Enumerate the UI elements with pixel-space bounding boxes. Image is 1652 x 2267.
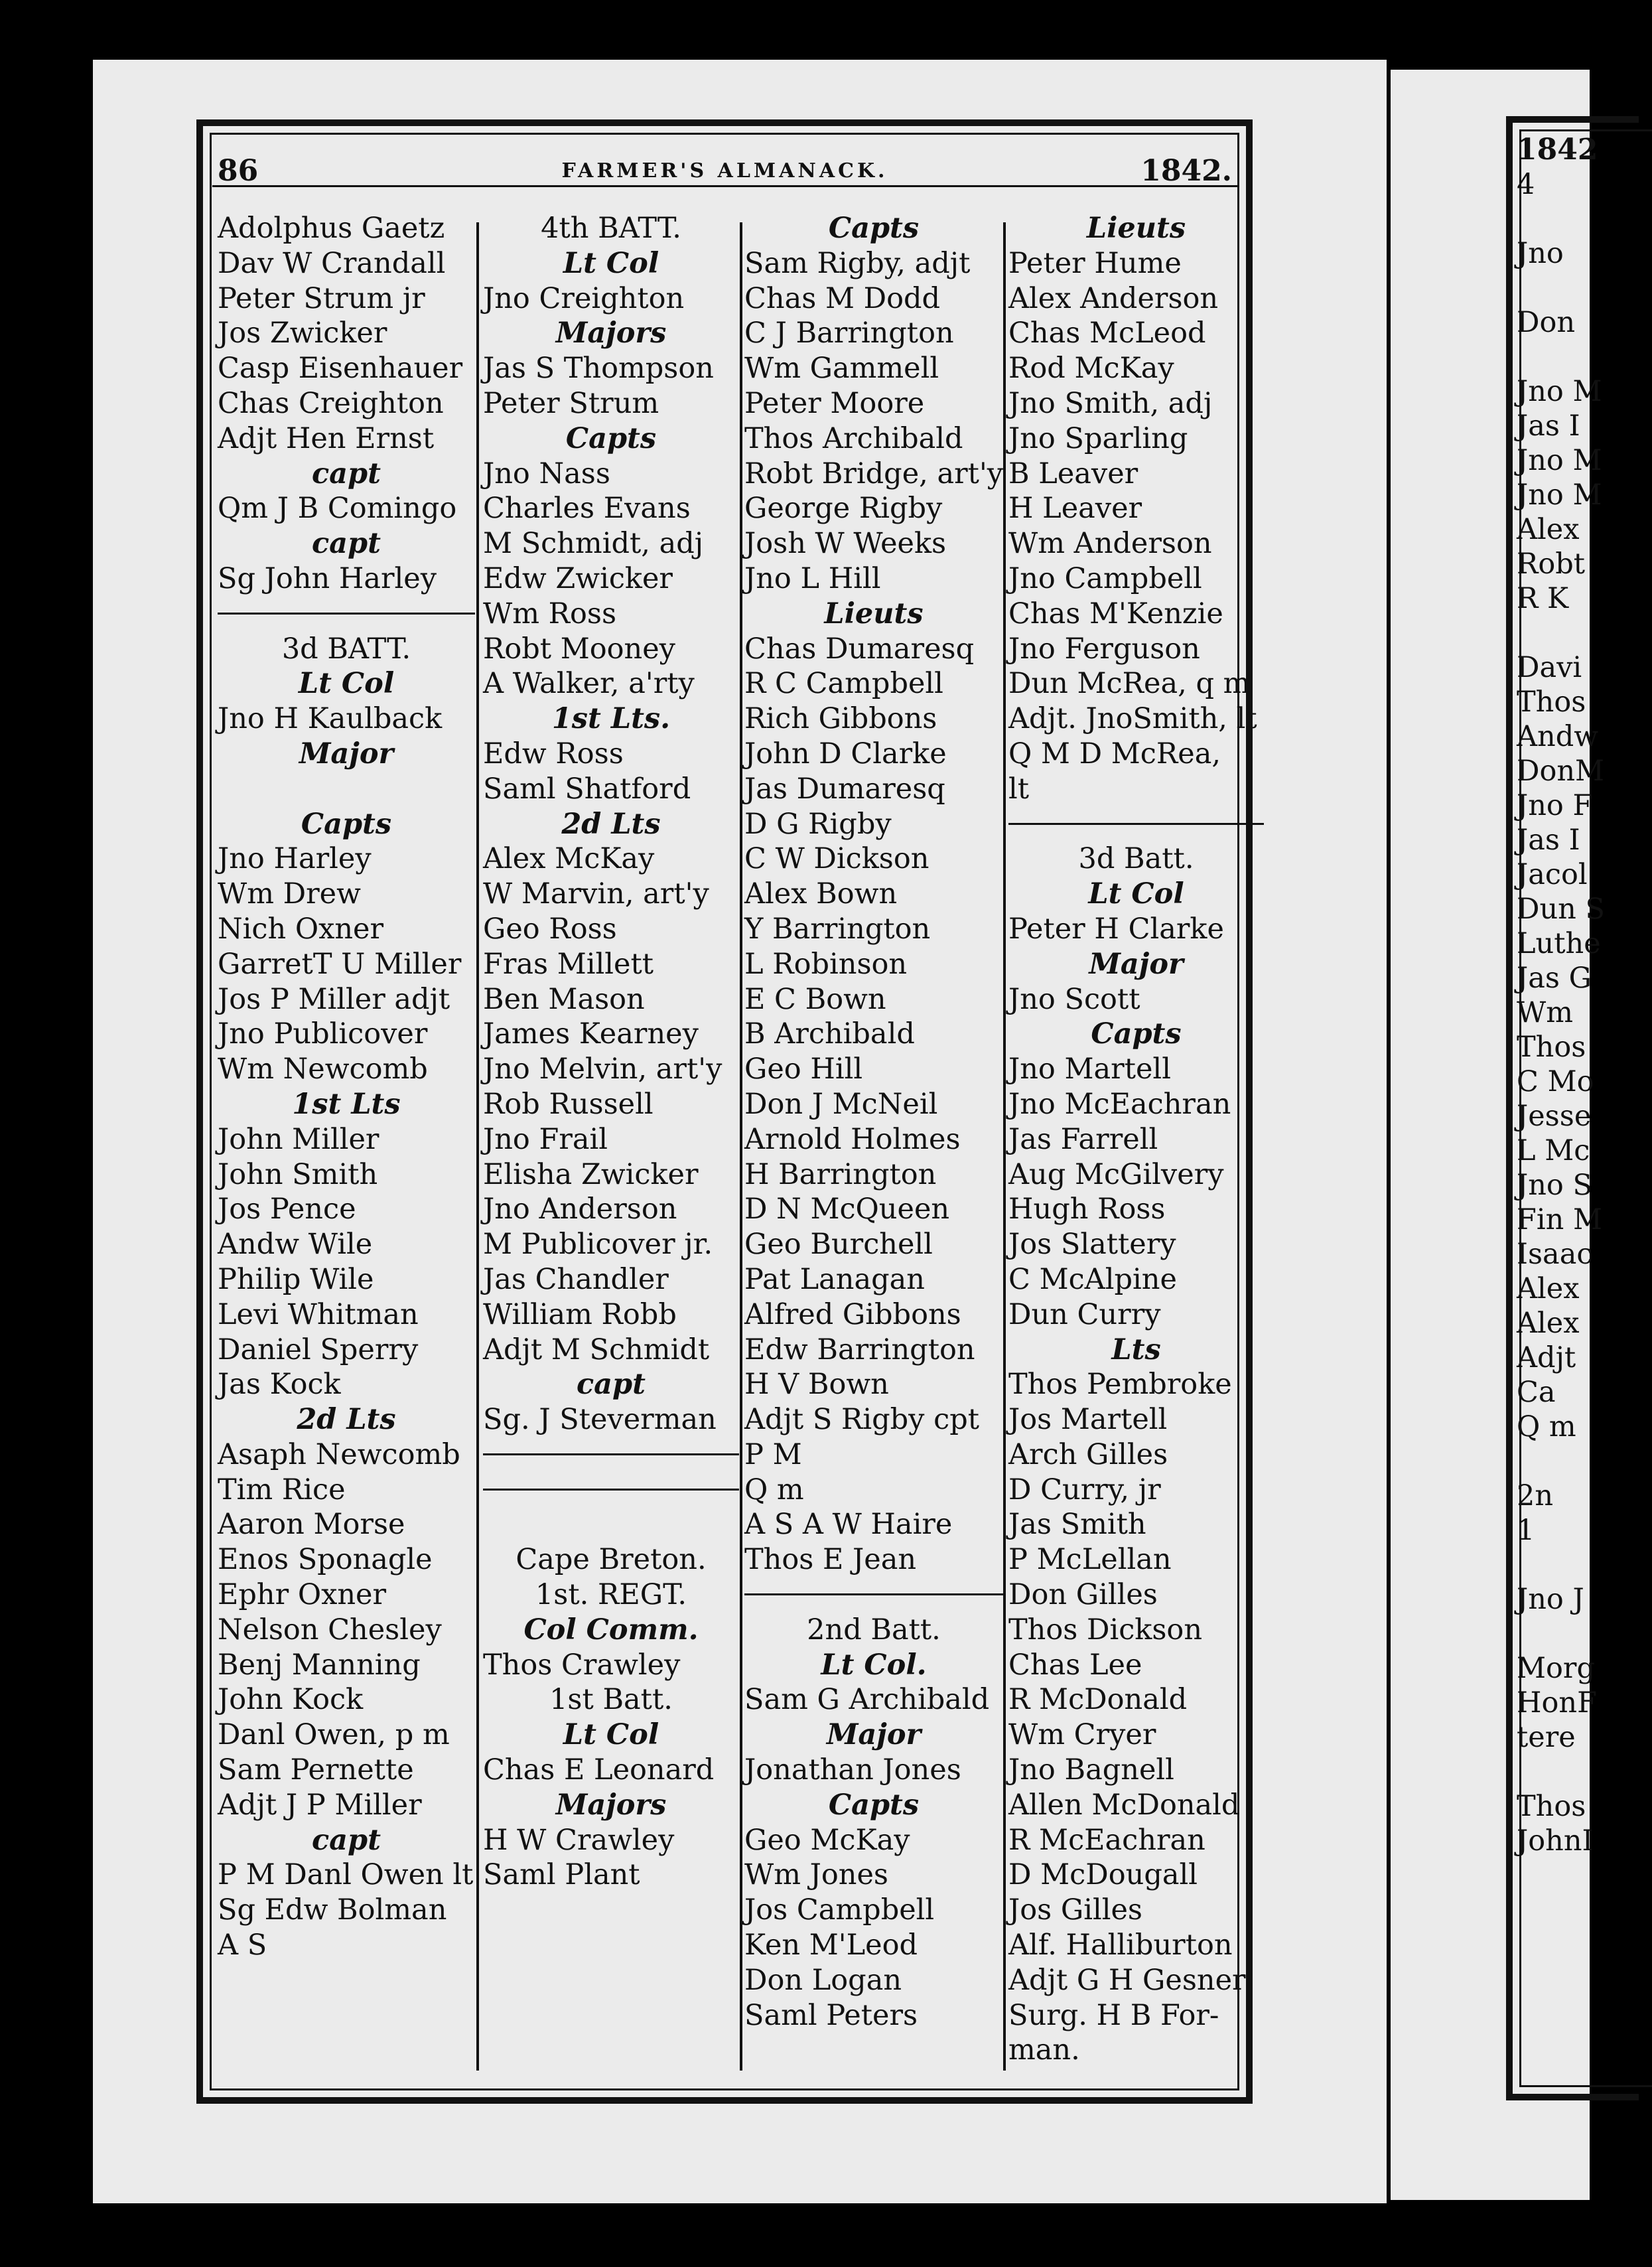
- officer-entry: H Barrington: [744, 1157, 937, 1191]
- rank-heading: Capts: [565, 421, 657, 455]
- officer-entry: Jos Gilles: [1008, 1893, 1142, 1927]
- blank-line: [1517, 1617, 1590, 1651]
- officer-entry: 1842: [1517, 133, 1598, 167]
- officer-entry: Peter Strum: [483, 386, 659, 420]
- officer-entry: A S: [218, 1929, 267, 1962]
- officer-entry: 4: [1517, 168, 1535, 201]
- officer-entry: M Publicover jr.: [483, 1228, 713, 1262]
- rank-heading: Major: [826, 1718, 922, 1752]
- officer-entry: Fin M: [1517, 1203, 1602, 1236]
- rank-heading: Lt Col: [563, 1718, 659, 1752]
- officer-entry: A Walker, a'rty: [483, 667, 695, 701]
- section-rule: [744, 1577, 1003, 1613]
- officer-entry: Adolphus Gaetz: [218, 212, 445, 245]
- unit-heading: 2nd Batt.: [807, 1613, 941, 1646]
- officer-entry: R C Campbell: [744, 667, 943, 701]
- rank-heading: Major: [1089, 947, 1184, 981]
- officer-entry: Hugh Ross: [1008, 1193, 1166, 1226]
- rank-heading: capt: [312, 527, 381, 561]
- officer-entry: Don: [1517, 306, 1576, 339]
- officer-entry: Thos Dickson: [1008, 1613, 1203, 1646]
- officer-entry: Sg John Harley: [218, 561, 437, 595]
- unit-heading: 4th BATT.: [541, 212, 681, 245]
- officer-entry: Nelson Chesley: [218, 1613, 442, 1646]
- officer-entry: Wm Newcomb: [218, 1053, 428, 1086]
- rank-heading: capt: [312, 1823, 381, 1857]
- officer-entry: Jno Harley: [218, 842, 372, 876]
- officer-entry: Don J McNeil: [744, 1087, 938, 1121]
- officer-entry: Arnold Holmes: [744, 1122, 961, 1156]
- rank-heading: Capts: [828, 1788, 920, 1822]
- officer-entry: Alex: [1517, 513, 1580, 546]
- column-divider: [740, 222, 742, 2071]
- officer-entry: Philip Wile: [218, 1262, 374, 1296]
- officer-entry: Robt Mooney: [483, 632, 675, 666]
- officer-entry: Edw Ross: [483, 737, 624, 770]
- officer-entry: Jno M: [1517, 375, 1602, 408]
- officer-list-column-4: [1008, 211, 1264, 2068]
- blank-line: [1517, 1444, 1590, 1479]
- officer-entry: Sg. J Steverman: [483, 1403, 717, 1437]
- officer-entry: W Marvin, art'y: [483, 877, 709, 911]
- officer-entry: Jos Zwicker: [218, 317, 387, 350]
- officer-entry: Jno Martell: [1008, 1053, 1171, 1086]
- officer-entry: Tim Rice: [218, 1473, 346, 1506]
- officer-entry: Robt: [1517, 548, 1586, 581]
- officer-entry: R McDonald: [1008, 1683, 1188, 1717]
- officer-entry: Adjt M Schmidt: [483, 1333, 710, 1366]
- officer-entry: C McAlpine: [1008, 1262, 1177, 1296]
- rank-heading: 2d Lts: [561, 807, 661, 841]
- officer-entry: Aaron Morse: [218, 1508, 405, 1542]
- officer-entry: Levi Whitman: [218, 1297, 419, 1331]
- officer-entry: Jno Anderson: [483, 1193, 677, 1226]
- officer-entry: H W Crawley: [483, 1823, 675, 1857]
- officer-entry: Chas M'Kenzie: [1008, 597, 1223, 630]
- officer-entry: Y Barrington: [744, 912, 931, 946]
- officer-entry: R K: [1517, 582, 1569, 615]
- officer-entry: Nich Oxner: [218, 912, 384, 946]
- officer-entry: Adjt Hen Ernst: [218, 421, 435, 455]
- section-rule: [483, 1473, 739, 1508]
- rank-heading: Lieuts: [824, 597, 924, 630]
- officer-entry: Sam G Archibald: [744, 1683, 990, 1717]
- officer-entry: Jno Publicover: [218, 1017, 428, 1051]
- officer-entry: Edw Barrington: [744, 1333, 975, 1366]
- officer-entry: Daniel Sperry: [218, 1333, 419, 1366]
- officer-entry: L Robinson: [744, 947, 908, 981]
- officer-entry: Geo Burchell: [744, 1228, 933, 1262]
- officer-entry: Arch Gilles: [1008, 1437, 1168, 1471]
- officer-entry: Dun S: [1517, 893, 1605, 926]
- officer-entry: P M: [744, 1437, 802, 1471]
- officer-entry: Wm Ross: [483, 597, 617, 630]
- officer-entry: Isaac: [1517, 1238, 1593, 1271]
- officer-entry: Enos Sponagle: [218, 1543, 433, 1577]
- officer-entry: Wm Anderson: [1008, 527, 1212, 561]
- officer-entry: H Leaver: [1008, 492, 1142, 526]
- officer-entry: Jos Slattery: [1008, 1228, 1176, 1262]
- officer-entry: Luthe: [1517, 927, 1601, 960]
- officer-entry: Geo Hill: [744, 1053, 863, 1086]
- officer-entry: Saml Shatford: [483, 772, 691, 806]
- officer-entry: Jno Frail: [483, 1122, 608, 1156]
- officer-entry: Rich Gibbons: [744, 702, 937, 736]
- officer-entry: Jno M: [1517, 444, 1602, 477]
- officer-entry: Chas M Dodd: [744, 281, 941, 315]
- officer-entry: Surg. H B For-: [1008, 1998, 1219, 2032]
- officer-entry: Alex McKay: [483, 842, 655, 876]
- unit-heading: 1st Batt.: [549, 1683, 673, 1717]
- officer-entry: Jas I: [1517, 409, 1580, 443]
- officer-entry: Jno Bagnell: [1008, 1753, 1174, 1787]
- rank-heading: Col Comm.: [523, 1613, 699, 1646]
- officer-entry: Chas E Leonard: [483, 1753, 715, 1787]
- officer-entry: Chas Lee: [1008, 1648, 1142, 1682]
- officer-entry: Jno S: [1517, 1169, 1592, 1202]
- officer-entry: Jno Nass: [483, 457, 610, 490]
- officer-entry: Rod McKay: [1008, 352, 1174, 386]
- blank-line: [1517, 271, 1590, 305]
- rank-heading: Majors: [555, 1788, 667, 1822]
- officer-entry: Jesse: [1517, 1100, 1592, 1133]
- officer-entry: John D Clarke: [744, 737, 947, 770]
- officer-entry: Jno: [1517, 237, 1564, 270]
- officer-entry: Peter Hume: [1008, 246, 1182, 280]
- running-title: FARMER'S ALMANACK.: [561, 159, 888, 183]
- officer-entry: DonM: [1517, 755, 1605, 788]
- blank-line: [483, 1507, 739, 1542]
- officer-entry: Jas I: [1517, 824, 1580, 857]
- rank-heading: Lt Col: [563, 246, 659, 280]
- officer-entry: Jno McEachran: [1008, 1087, 1231, 1121]
- officer-entry: Adjt S Rigby cpt: [744, 1403, 980, 1437]
- officer-entry: D G Rigby: [744, 807, 892, 841]
- officer-entry: Jas G: [1517, 962, 1592, 995]
- officer-entry: R McEachran: [1008, 1823, 1205, 1857]
- officer-entry: Don Logan: [744, 1963, 902, 1997]
- column-divider: [476, 222, 479, 2071]
- blank-line: [1517, 202, 1590, 236]
- officer-entry: HonF: [1517, 1686, 1597, 1719]
- officer-entry: Rob Russell: [483, 1087, 654, 1121]
- officer-entry: Ca: [1517, 1376, 1556, 1409]
- officer-entry: Thos: [1517, 1031, 1586, 1064]
- officer-entry: Andw Wile: [218, 1228, 373, 1262]
- officer-entry: Jonathan Jones: [744, 1753, 961, 1787]
- officer-entry: B Archibald: [744, 1017, 915, 1051]
- officer-entry: Benj Manning: [218, 1648, 421, 1682]
- rank-heading: Lieuts: [1086, 212, 1186, 245]
- officer-entry: Jas Smith: [1008, 1508, 1146, 1542]
- officer-entry: Davi: [1517, 651, 1582, 684]
- officer-entry: Alex Anderson: [1008, 281, 1219, 315]
- unit-heading: 1st. REGT.: [535, 1578, 687, 1612]
- officer-entry: Adjt J P Miller: [218, 1788, 422, 1822]
- officer-entry: Saml Plant: [483, 1858, 640, 1892]
- rank-heading: Lt Col: [1088, 877, 1184, 911]
- officer-entry: Alex Bown: [744, 877, 898, 911]
- officer-entry: Alex: [1517, 1272, 1580, 1305]
- rank-heading: 1st Lts: [292, 1087, 401, 1121]
- officer-entry: John Smith: [218, 1157, 378, 1191]
- officer-entry: M Schmidt, adj: [483, 527, 704, 561]
- rank-heading: Lts: [1111, 1333, 1161, 1366]
- officer-entry: Q m: [744, 1473, 804, 1506]
- column-divider: [1003, 222, 1006, 2071]
- officer-entry: E C Bown: [744, 982, 886, 1016]
- rank-heading: 1st Lts.: [551, 702, 671, 736]
- officer-entry: Alex: [1517, 1307, 1580, 1340]
- officer-entry: Jno F: [1517, 789, 1593, 822]
- officer-entry: B Leaver: [1008, 457, 1138, 490]
- officer-entry: Edw Zwicker: [483, 561, 673, 595]
- rank-heading: 2d Lts: [297, 1403, 396, 1437]
- rank-heading: Majors: [555, 317, 667, 350]
- officer-entry: Dun McRea, q m: [1008, 667, 1251, 701]
- officer-entry: 2n: [1517, 1479, 1554, 1512]
- officer-entry: Jas Dumaresq: [744, 772, 945, 806]
- officer-entry: man.: [1008, 2033, 1080, 2067]
- officer-entry: Danl Owen, p m: [218, 1718, 450, 1752]
- page-year: 1842.: [1140, 154, 1232, 188]
- officer-entry: Peter Moore: [744, 386, 925, 420]
- officer-entry: Wm Jones: [744, 1858, 888, 1892]
- officer-entry: Q M D McRea,: [1008, 737, 1221, 770]
- page-number: 86: [218, 154, 259, 188]
- officer-entry: Jos Pence: [218, 1193, 356, 1226]
- page-header: [212, 147, 1237, 187]
- rank-heading: capt: [577, 1368, 646, 1402]
- blank-line: [1517, 1548, 1590, 1582]
- officer-entry: Don Gilles: [1008, 1578, 1158, 1612]
- officer-entry: 1: [1517, 1514, 1535, 1547]
- officer-entry: Chas Creighton: [218, 386, 444, 420]
- officer-entry: James Kearney: [483, 1017, 699, 1051]
- officer-entry: tere: [1517, 1721, 1576, 1754]
- officer-entry: C J Barrington: [744, 317, 954, 350]
- officer-entry: Josh W Weeks: [744, 527, 947, 561]
- officer-entry: Jas Chandler: [483, 1262, 669, 1296]
- officer-entry: Wm Gammell: [744, 352, 939, 386]
- officer-entry: Ben Mason: [483, 982, 645, 1016]
- officer-entry: D McDougall: [1008, 1858, 1198, 1892]
- officer-entry: Sg Edw Bolman: [218, 1893, 447, 1927]
- officer-entry: Alf. Halliburton: [1008, 1929, 1233, 1962]
- officer-entry: Jno Smith, adj: [1008, 386, 1213, 420]
- officer-entry: Ephr Oxner: [218, 1578, 387, 1612]
- unit-heading: Cape Breton.: [516, 1543, 707, 1577]
- officer-entry: Thos Pembroke: [1008, 1368, 1232, 1402]
- next-page-fragment: [1517, 133, 1605, 1858]
- officer-entry: Jos P Miller adjt: [218, 982, 450, 1016]
- officer-entry: Adjt. JnoSmith, lt: [1008, 702, 1257, 736]
- officer-list-column-2: [483, 211, 739, 1893]
- officer-entry: Jno Creighton: [483, 281, 685, 315]
- officer-list-column-3: [744, 211, 1003, 2033]
- officer-entry: Casp Eisenhauer: [218, 352, 463, 386]
- officer-entry: Allen McDonald: [1008, 1788, 1240, 1822]
- officer-entry: Q m: [1517, 1410, 1576, 1443]
- officer-entry: William Robb: [483, 1297, 677, 1331]
- officer-entry: Alfred Gibbons: [744, 1297, 961, 1331]
- officer-entry: Jno H Kaulback: [218, 702, 443, 736]
- officer-entry: Jno Campbell: [1008, 561, 1202, 595]
- officer-entry: Jno J: [1517, 1583, 1584, 1616]
- officer-entry: lt: [1008, 772, 1030, 806]
- officer-entry: Wm Drew: [218, 877, 361, 911]
- officer-entry: Aug McGilvery: [1008, 1157, 1224, 1191]
- officer-entry: Morg: [1517, 1652, 1595, 1685]
- rank-heading: Capts: [828, 212, 920, 245]
- blank-line: [1517, 340, 1590, 374]
- officer-entry: Jos Campbell: [744, 1893, 935, 1927]
- officer-entry: Sam Pernette: [218, 1753, 414, 1787]
- officer-entry: Geo Ross: [483, 912, 617, 946]
- officer-entry: Jno M: [1517, 478, 1602, 512]
- officer-entry: Jno Scott: [1008, 982, 1140, 1016]
- officer-entry: Thos E Jean: [744, 1543, 917, 1577]
- officer-entry: Dun Curry: [1008, 1297, 1161, 1331]
- section-rule: [483, 1437, 739, 1473]
- officer-entry: JohnI: [1517, 1824, 1594, 1858]
- rank-heading: Lt Col.: [821, 1648, 927, 1682]
- officer-entry: Asaph Newcomb: [218, 1437, 460, 1471]
- officer-entry: Jno Sparling: [1008, 421, 1188, 455]
- officer-entry: Chas Dumaresq: [744, 632, 975, 666]
- officer-entry: Jas Farrell: [1008, 1122, 1158, 1156]
- officer-entry: George Rigby: [744, 492, 943, 526]
- rank-heading: Lt Col: [298, 667, 395, 701]
- officer-entry: Chas McLeod: [1008, 317, 1206, 350]
- blank-line: [1517, 1755, 1590, 1789]
- officer-list-column-1: [218, 211, 475, 1963]
- officer-entry: Fras Millett: [483, 947, 654, 981]
- officer-entry: C Mo: [1517, 1065, 1594, 1098]
- officer-entry: Jas S Thompson: [483, 352, 714, 386]
- unit-heading: 3d Batt.: [1078, 842, 1194, 876]
- section-rule: [218, 597, 475, 632]
- officer-entry: H V Bown: [744, 1368, 889, 1402]
- officer-entry: P M Danl Owen lt: [218, 1858, 474, 1892]
- officer-entry: Wm: [1517, 996, 1573, 1029]
- officer-entry: Peter Strum jr: [218, 281, 425, 315]
- officer-entry: Dav W Crandall: [218, 246, 446, 280]
- officer-entry: A S A W Haire: [744, 1508, 953, 1542]
- rank-heading: Capts: [1091, 1017, 1182, 1051]
- officer-entry: Jno Melvin, art'y: [483, 1053, 723, 1086]
- officer-entry: Qm J B Comingo: [218, 492, 457, 526]
- officer-entry: P McLellan: [1008, 1543, 1172, 1577]
- officer-entry: Jacol: [1517, 858, 1588, 891]
- officer-entry: Thos Crawley: [483, 1648, 681, 1682]
- officer-entry: Andw: [1517, 720, 1599, 753]
- officer-entry: C W Dickson: [744, 842, 929, 876]
- blank-line: [218, 772, 475, 807]
- officer-entry: Peter H Clarke: [1008, 912, 1224, 946]
- officer-entry: Jno L Hill: [744, 561, 881, 595]
- section-rule: [1008, 807, 1264, 842]
- blank-line: [1517, 616, 1590, 650]
- officer-entry: Elisha Zwicker: [483, 1157, 699, 1191]
- rank-heading: capt: [312, 457, 381, 490]
- officer-entry: D N McQueen: [744, 1193, 950, 1226]
- officer-entry: Adjt: [1517, 1341, 1576, 1374]
- officer-entry: GarretT U Miller: [218, 947, 462, 981]
- officer-entry: Thos Archibald: [744, 421, 963, 455]
- officer-entry: Jno Ferguson: [1008, 632, 1200, 666]
- officer-entry: John Kock: [218, 1683, 364, 1717]
- officer-entry: Jos Martell: [1008, 1403, 1168, 1437]
- officer-entry: Saml Peters: [744, 1998, 918, 2032]
- rank-heading: Capts: [301, 807, 392, 841]
- rank-heading: Major: [299, 737, 394, 770]
- officer-entry: D Curry, jr: [1008, 1473, 1161, 1506]
- officer-entry: Wm Cryer: [1008, 1718, 1156, 1752]
- officer-entry: Geo McKay: [744, 1823, 910, 1857]
- officer-entry: Thos: [1517, 1790, 1586, 1823]
- officer-entry: Robt Bridge, art'y: [744, 457, 1004, 490]
- officer-entry: John Miller: [218, 1122, 379, 1156]
- officer-entry: Thos: [1517, 686, 1586, 719]
- officer-entry: Jas Kock: [218, 1368, 341, 1402]
- officer-entry: Ken M'Leod: [744, 1929, 918, 1962]
- officer-entry: Pat Lanagan: [744, 1262, 925, 1296]
- unit-heading: 3d BATT.: [281, 632, 411, 666]
- officer-entry: Sam Rigby, adjt: [744, 246, 971, 280]
- officer-entry: L Mc: [1517, 1134, 1590, 1167]
- officer-entry: Charles Evans: [483, 492, 691, 526]
- officer-entry: Adjt G H Gesner: [1008, 1963, 1246, 1997]
